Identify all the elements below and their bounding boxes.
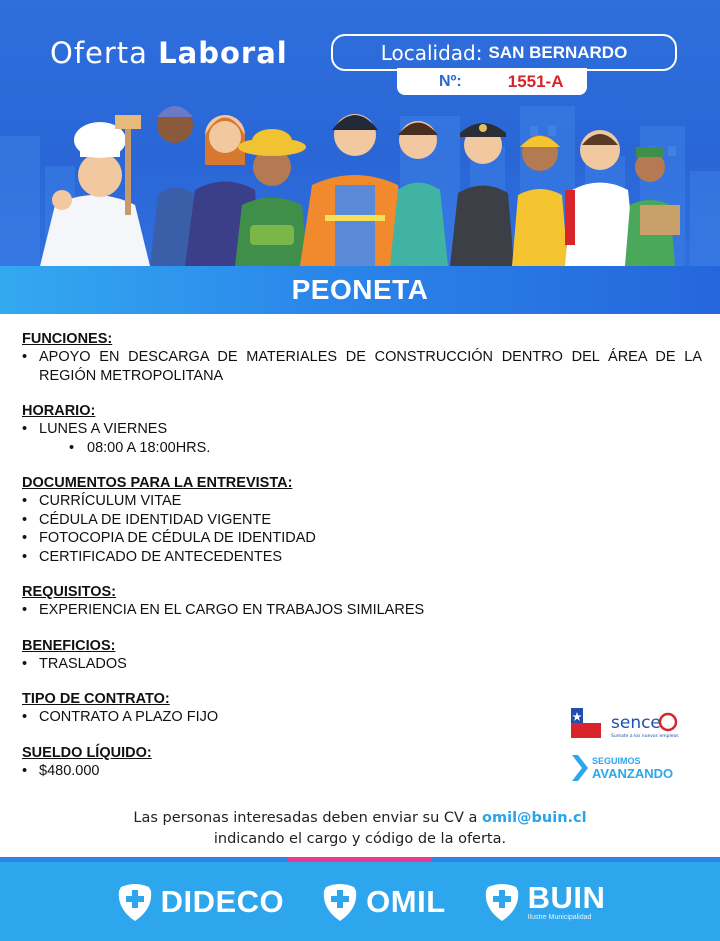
grocer-figure bbox=[625, 147, 680, 266]
offer-title-regular: Oferta bbox=[50, 36, 148, 70]
police-figure bbox=[450, 123, 514, 266]
section-title-horario: HORARIO: bbox=[22, 403, 96, 419]
shield-cross-icon bbox=[115, 881, 155, 923]
location-label: Localidad: bbox=[380, 40, 483, 65]
list-item: • EXPERIENCIA EN EL CARGO EN TRABAJOS SIMILARES bbox=[22, 601, 702, 620]
brand-buin-wordmark bbox=[528, 882, 606, 921]
list-item: • LUNES A VIERNES bbox=[22, 420, 702, 439]
offer-title bbox=[50, 36, 288, 70]
offer-number-value: 1551-A bbox=[507, 71, 564, 91]
list-item: • APOYO EN DESCARGA DE MATERIALES DE CONSTRUCCIÓN DENTRO DEL ÁREA DE LA REGIÓN METROPOLITANA bbox=[22, 348, 702, 385]
brand-buin-text: BUIN bbox=[527, 880, 606, 915]
seguimos-line2: AVANZANDO bbox=[592, 766, 674, 781]
list-item: • CERTIFICADO DE ANTECEDENTES bbox=[22, 548, 702, 567]
sence-logo bbox=[571, 706, 681, 740]
doctor-figure bbox=[565, 130, 636, 266]
list-item: • CURRÍCULUM VITAE bbox=[22, 492, 702, 511]
section-funciones bbox=[22, 330, 702, 385]
workers-illustration bbox=[0, 95, 720, 266]
section-title-requisitos: REQUISITOS: bbox=[22, 584, 116, 600]
brand-buin bbox=[482, 881, 606, 923]
list-item: • TRASLADOS bbox=[22, 655, 702, 674]
brand-buin-subtitle: Ilustre Municipalidad bbox=[527, 914, 592, 921]
section-title-documentos: DOCUMENTOS PARA LA ENTREVISTA: bbox=[22, 475, 293, 491]
list-subitem: • 08:00 A 18:00HRS. bbox=[22, 439, 702, 458]
section-horario bbox=[22, 402, 702, 457]
contact-email-link[interactable]: omil@buin.cl bbox=[482, 810, 587, 826]
chile-flag-icon bbox=[571, 708, 601, 738]
list-item: • CONTRATO A PLAZO FIJO bbox=[22, 708, 702, 727]
section-title-beneficios: BENEFICIOS: bbox=[22, 637, 116, 654]
location-box bbox=[331, 34, 677, 71]
section-documentos bbox=[22, 474, 702, 566]
section-requisitos bbox=[22, 583, 702, 620]
health-worker-figure bbox=[390, 121, 448, 266]
seguimos-line1: SEGUIMOS bbox=[592, 756, 641, 766]
offer-title-bold: Laboral bbox=[158, 36, 288, 70]
list-item: • $480.000 bbox=[22, 762, 702, 781]
section-beneficios bbox=[22, 637, 702, 674]
instructions-text: Las personas interesadas deben enviar su CV a bbox=[133, 810, 483, 826]
sence-wordmark: sence bbox=[611, 713, 661, 733]
job-title-band bbox=[0, 266, 720, 314]
brand-omil bbox=[320, 881, 446, 923]
seguimos-avanzando-logo bbox=[570, 753, 690, 783]
brand-omil-text: OMIL bbox=[366, 883, 446, 919]
shield-cross-icon bbox=[320, 881, 360, 923]
sence-tagline: Sumate a los nuevos empleos bbox=[611, 734, 679, 739]
location-value: SAN BERNARDO bbox=[488, 42, 628, 62]
offer-number-box bbox=[397, 68, 587, 95]
list-item: • FOTOCOPIA DE CÉDULA DE IDENTIDAD bbox=[22, 529, 702, 548]
delivery-worker-figure bbox=[512, 135, 568, 266]
application-instructions bbox=[0, 808, 720, 850]
brand-dideco bbox=[115, 881, 285, 923]
shield-cross-icon bbox=[482, 881, 522, 923]
footer-brand-band bbox=[0, 862, 720, 941]
brand-dideco-text: DIDECO bbox=[160, 883, 285, 919]
construction-worker-figure bbox=[300, 114, 408, 266]
list-item: • CÉDULA DE IDENTIDAD VIGENTE bbox=[22, 511, 702, 530]
offer-number-label: Nº: bbox=[439, 72, 462, 90]
header-banner bbox=[0, 0, 720, 266]
section-title-sueldo: SUELDO LÍQUIDO: bbox=[22, 744, 152, 761]
instructions-line2: indicando el cargo y código de la oferta. bbox=[213, 831, 507, 847]
section-title-contrato: TIPO DE CONTRATO: bbox=[22, 691, 170, 707]
section-title-funciones: FUNCIONES: bbox=[22, 331, 113, 347]
instructions-line1 bbox=[0, 808, 720, 829]
job-title: PEONETA bbox=[291, 274, 429, 305]
chef-figure bbox=[40, 122, 150, 266]
chevron-right-icon bbox=[572, 755, 588, 781]
